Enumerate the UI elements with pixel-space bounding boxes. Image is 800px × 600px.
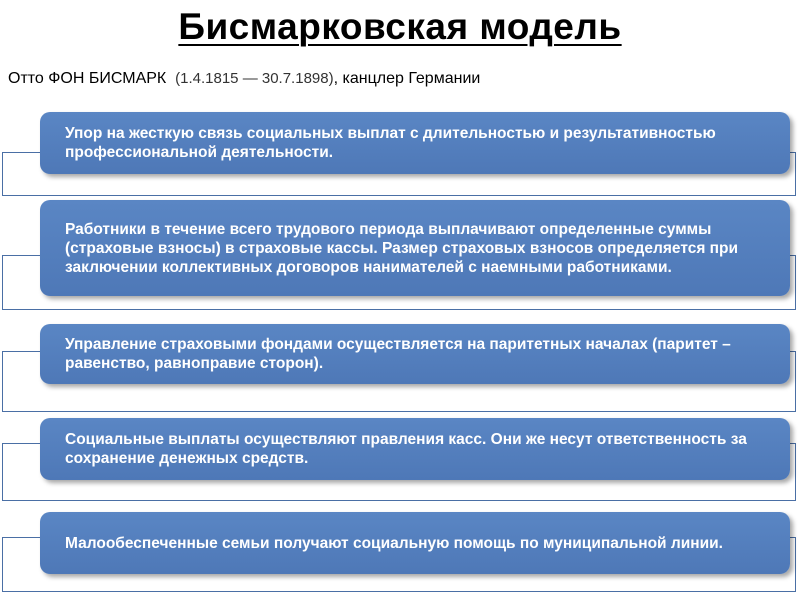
subtitle [8,70,480,88]
item-text: Социальные выплаты осуществляют правления касс. Они же несут ответственность за сохранение денежных средств. [65,431,747,467]
subtitle-dates: (1.4.1815 — 30.7.1898) [175,70,334,87]
item-card [40,512,790,574]
subtitle-name: Отто ФОН БИСМАРК [8,70,167,87]
item-text: Малообеспеченные семьи получают социальную помощь по муниципальной линии. [65,534,723,552]
item-card [40,324,790,384]
item-text: Управление страховыми фондами осуществляется на паритетных началах (паритет – равенство, равноправие сторон). [65,336,731,372]
page-title: Бисмарковская модель [178,6,622,47]
item-card [40,200,790,296]
item-text: Упор на жесткую связь социальных выплат с длительностью и результативностью профессиональной деятельности. [65,125,716,161]
subtitle-role: , канцлер Германии [333,70,481,87]
item-card [40,418,790,480]
item-text: Работники в течение всего трудового периода выплачивают определенные суммы (страховые взносы) в страховые кассы. Размер страховых взносов определяется при заключении коллективных договоров нанимателей с наемными работниками. [65,220,739,276]
item-card [40,112,790,174]
